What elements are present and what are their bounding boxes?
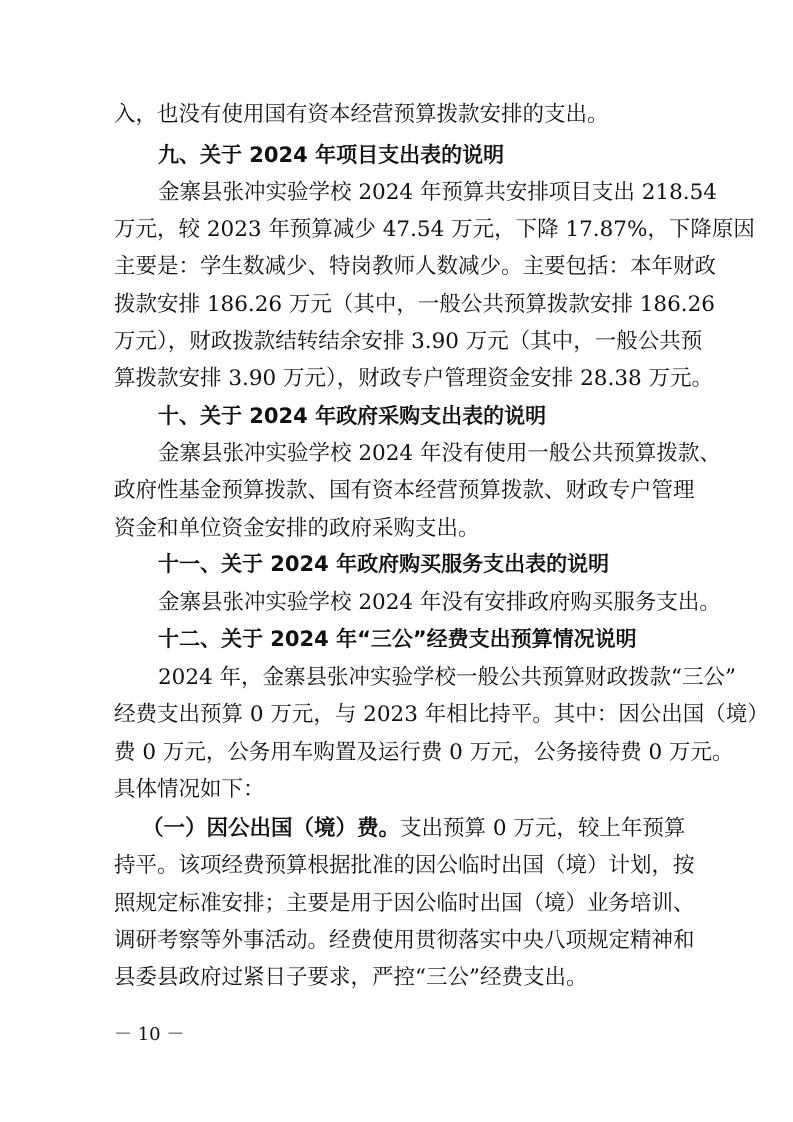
paragraph-9-line-6: 算拨款安排 3.90 万元），财政专户管理资金安排 28.38 万元。 [114, 366, 714, 391]
paragraph-10-line-1: 金寨县张冲实验学校 2024 年没有使用一般公共预算拨款、 [158, 441, 721, 466]
page-number: － 10 － [114, 1024, 185, 1045]
paragraph-13-line-2: 持平。该项经费预算根据批准的因公临时出国（境）计划，按 [114, 853, 695, 878]
paragraph-13-line-1-rest: 支出预算 0 万元，较上年预算 [400, 816, 686, 841]
paragraph-13-line-5: 县委县政府过紧日子要求，严控“三公”经费支出。 [114, 965, 588, 990]
paragraph-9-line-2: 万元，较 2023 年预算减少 47.54 万元，下降 17.87%，下降原因 [114, 217, 755, 242]
section-12-heading: 十二、关于 2024 年“三公”经费支出预算情况说明 [158, 627, 637, 651]
paragraph-13-line-4: 调研考察等外事活动。经费使用贯彻落实中央八项规定精神和 [114, 928, 695, 953]
section-9-heading: 九、关于 2024 年项目支出表的说明 [158, 143, 505, 167]
paragraph-9-line-5: 万元），财政拨款结转结余安排 3.90 万元（其中，一般公共预 [114, 329, 703, 354]
paragraph-9-line-3: 主要是：学生数减少、特岗教师人数减少。主要包括：本年财政 [114, 254, 717, 279]
paragraph-12-line-3: 费 0 万元，公务用车购置及运行费 0 万元，公务接待费 0 万元。 [114, 740, 734, 765]
paragraph-13-line-3: 照规定标准安排；主要是用于因公临时出国（境）业务培训、 [114, 891, 695, 916]
paragraph-8-tail-line-1: 入，也没有使用国有资本经营预算拨款安排的支出。 [114, 102, 609, 127]
paragraph-9-line-4: 拨款安排 186.26 万元（其中，一般公共预算拨款安排 186.26 [114, 292, 715, 317]
paragraph-12-line-1: 2024 年，金寨县张冲实验学校一般公共预算财政拨款“三公” [158, 665, 737, 690]
paragraph-12-line-4: 具体情况如下： [114, 777, 265, 802]
paragraph-11-line-1: 金寨县张冲实验学校 2024 年没有安排政府购买服务支出。 [158, 590, 721, 615]
paragraph-10-line-3: 资金和单位资金安排的政府采购支出。 [114, 516, 480, 541]
paragraph-13-line-1 [142, 810, 702, 847]
paragraph-9-line-1: 金寨县张冲实验学校 2024 年预算共安排项目支出 218.54 [158, 180, 717, 205]
paragraph-12-line-2: 经费支出预算 0 万元，与 2023 年相比持平。其中：因公出国（境） [114, 702, 769, 727]
section-11-heading: 十一、关于 2024 年政府购买服务支出表的说明 [158, 552, 610, 576]
paragraph-10-line-2: 政府性基金预算拨款、国有资本经营预算拨款、财政专户管理 [114, 478, 695, 503]
section-10-heading: 十、关于 2024 年政府采购支出表的说明 [158, 404, 547, 428]
subsection-1-lead: （一）因公出国（境）费。 [142, 816, 401, 841]
